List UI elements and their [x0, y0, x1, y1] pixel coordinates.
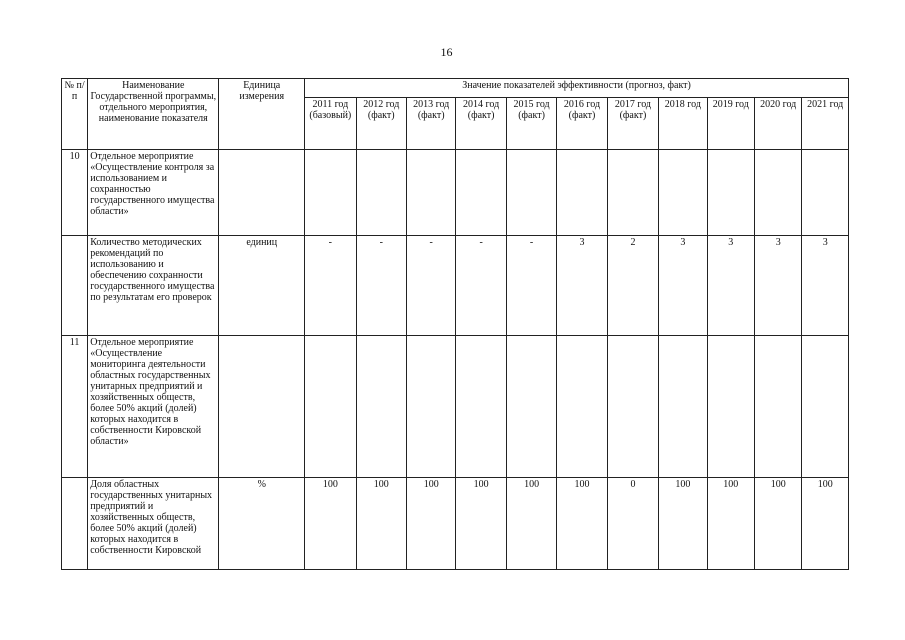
row-value [506, 150, 556, 236]
row-value: - [506, 236, 556, 336]
page-number: 16 [440, 45, 453, 59]
row-value: 100 [506, 478, 556, 570]
column-header-year: 2017 год (факт) [607, 98, 658, 150]
row-value [607, 150, 658, 236]
row-value [557, 336, 607, 478]
row-value [607, 336, 658, 478]
row-value: 100 [356, 478, 406, 570]
row-value: 3 [754, 236, 801, 336]
column-header-year: 2014 год (факт) [456, 98, 506, 150]
row-value [456, 336, 506, 478]
column-header-year: 2019 год [707, 98, 754, 150]
column-header-num: № п/п [62, 79, 88, 150]
row-value [406, 150, 455, 236]
row-value [659, 150, 707, 236]
column-header-year: 2018 год [659, 98, 707, 150]
table-row [62, 150, 849, 236]
row-name: Доля областных государственных унитарных предприятий и хозяйственных обществ, более 50% акций (долей) которых находится в собственности Кировской [88, 478, 219, 570]
row-name: Отдельное мероприятие «Осуществление мониторинга деятельности областных государственных унитарных предприятий и хозяйственных обществ, более 50% акций (долей) которых находится в собственности Кировской области» [88, 336, 219, 478]
row-value: 100 [754, 478, 801, 570]
row-value: 3 [557, 236, 607, 336]
row-value: 100 [707, 478, 754, 570]
column-header-values-group: Значение показателей эффективности (прогноз, факт) [305, 79, 849, 98]
row-value [456, 150, 506, 236]
row-number [62, 236, 88, 336]
row-value [754, 336, 801, 478]
row-value: - [305, 236, 356, 336]
row-value: 100 [406, 478, 455, 570]
row-value [659, 336, 707, 478]
row-unit [219, 336, 305, 478]
row-value: 3 [659, 236, 707, 336]
row-unit: единиц [219, 236, 305, 336]
row-unit [219, 150, 305, 236]
row-value: - [406, 236, 455, 336]
column-header-year: 2015 год (факт) [506, 98, 556, 150]
row-value: 0 [607, 478, 658, 570]
column-header-year: 2016 год (факт) [557, 98, 607, 150]
table-row [62, 478, 849, 570]
row-number: 11 [62, 336, 88, 478]
row-name: Количество методических рекомендаций по использованию и обеспечению сохранности государственного имущества по результатам его проверок [88, 236, 219, 336]
row-value [305, 150, 356, 236]
row-value [754, 150, 801, 236]
row-value [356, 336, 406, 478]
row-value: 100 [557, 478, 607, 570]
row-value: 3 [707, 236, 754, 336]
column-header-year: 2012 год (факт) [356, 98, 406, 150]
column-header-unit: Единица измерения [219, 79, 305, 150]
column-header-year: 2021 год [802, 98, 849, 150]
row-value: 100 [659, 478, 707, 570]
row-value [707, 150, 754, 236]
column-header-year: 2020 год [754, 98, 801, 150]
column-header-name: Наименование Государственной программы, отдельного мероприятия, наименование показателя [88, 79, 219, 150]
performance-indicators-table [61, 78, 849, 570]
row-value [356, 150, 406, 236]
row-value: 100 [305, 478, 356, 570]
row-value: 3 [802, 236, 849, 336]
row-value [802, 336, 849, 478]
row-value [506, 336, 556, 478]
row-value [305, 336, 356, 478]
table-row [62, 236, 849, 336]
row-value: 100 [802, 478, 849, 570]
table-row [62, 336, 849, 478]
row-name: Отдельное мероприятие «Осуществление контроля за использованием и сохранностью государственного имущества области» [88, 150, 219, 236]
row-unit: % [219, 478, 305, 570]
row-number [62, 478, 88, 570]
row-value: - [356, 236, 406, 336]
row-value [557, 150, 607, 236]
row-value: 2 [607, 236, 658, 336]
row-value: - [456, 236, 506, 336]
column-header-year: 2011 год (базовый) [305, 98, 356, 150]
row-number: 10 [62, 150, 88, 236]
row-value [406, 336, 455, 478]
row-value [802, 150, 849, 236]
column-header-year: 2013 год (факт) [406, 98, 455, 150]
row-value [707, 336, 754, 478]
header-row-top [62, 79, 849, 98]
row-value: 100 [456, 478, 506, 570]
